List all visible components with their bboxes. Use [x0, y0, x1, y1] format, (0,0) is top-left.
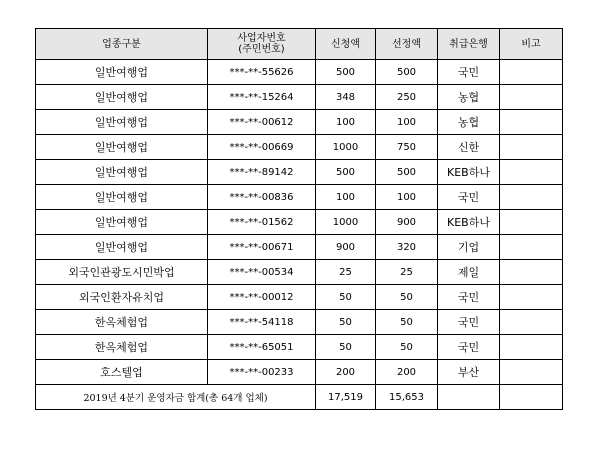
cell-bank: 농협	[438, 85, 500, 110]
cell-selected-amount: 200	[376, 360, 438, 385]
cell-business-type: 외국인관광도시민박업	[36, 260, 208, 285]
table-row	[36, 60, 563, 85]
cell-business-number: ***-**-65051	[208, 335, 316, 360]
header-applied-amount: 신청액	[316, 29, 376, 60]
cell-business-number: ***-**-00012	[208, 285, 316, 310]
cell-bank: KEB하나	[438, 160, 500, 185]
cell-note	[500, 185, 563, 210]
cell-bank: 부산	[438, 360, 500, 385]
table-body	[36, 60, 563, 385]
cell-selected-amount: 50	[376, 335, 438, 360]
cell-bank: 제일	[438, 260, 500, 285]
cell-note	[500, 335, 563, 360]
header-bank: 취급은행	[438, 29, 500, 60]
cell-business-number: ***-**-00836	[208, 185, 316, 210]
table-row	[36, 285, 563, 310]
table-row	[36, 260, 563, 285]
fund-table	[35, 28, 563, 410]
cell-selected-amount: 50	[376, 285, 438, 310]
cell-business-type: 외국인환자유치업	[36, 285, 208, 310]
cell-applied-amount: 25	[316, 260, 376, 285]
cell-business-type: 일반여행업	[36, 210, 208, 235]
cell-applied-amount: 1000	[316, 135, 376, 160]
table-row	[36, 235, 563, 260]
cell-bank: 기업	[438, 235, 500, 260]
cell-business-number: ***-**-00612	[208, 110, 316, 135]
cell-applied-amount: 1000	[316, 210, 376, 235]
cell-bank: 국민	[438, 185, 500, 210]
cell-selected-amount: 50	[376, 310, 438, 335]
cell-bank: 국민	[438, 60, 500, 85]
table-row	[36, 135, 563, 160]
table-row	[36, 335, 563, 360]
cell-applied-amount: 50	[316, 335, 376, 360]
cell-selected-amount: 320	[376, 235, 438, 260]
total-note	[500, 385, 563, 410]
cell-note	[500, 210, 563, 235]
cell-business-number: ***-**-00233	[208, 360, 316, 385]
cell-selected-amount: 500	[376, 160, 438, 185]
cell-selected-amount: 100	[376, 110, 438, 135]
cell-business-number: ***-**-54118	[208, 310, 316, 335]
cell-applied-amount: 50	[316, 285, 376, 310]
cell-applied-amount: 500	[316, 160, 376, 185]
cell-applied-amount: 900	[316, 235, 376, 260]
cell-note	[500, 310, 563, 335]
table-row	[36, 85, 563, 110]
cell-business-number: ***-**-00534	[208, 260, 316, 285]
cell-selected-amount: 100	[376, 185, 438, 210]
cell-bank: 국민	[438, 285, 500, 310]
cell-business-number: ***-**-55626	[208, 60, 316, 85]
cell-selected-amount: 250	[376, 85, 438, 110]
cell-note	[500, 135, 563, 160]
cell-business-type: 호스텔업	[36, 360, 208, 385]
cell-business-type: 일반여행업	[36, 110, 208, 135]
cell-bank: KEB하나	[438, 210, 500, 235]
header-selected-amount: 선정액	[376, 29, 438, 60]
cell-business-type: 일반여행업	[36, 160, 208, 185]
header-row	[36, 29, 563, 60]
cell-business-type: 한옥체험업	[36, 335, 208, 360]
table-row	[36, 210, 563, 235]
cell-business-type: 일반여행업	[36, 235, 208, 260]
cell-note	[500, 260, 563, 285]
cell-bank: 국민	[438, 310, 500, 335]
cell-business-number: ***-**-15264	[208, 85, 316, 110]
table-row	[36, 110, 563, 135]
cell-bank: 국민	[438, 335, 500, 360]
cell-selected-amount: 500	[376, 60, 438, 85]
table-row	[36, 310, 563, 335]
total-selected: 15,653	[376, 385, 438, 410]
header-business-number: 사업자번호 (주민번호)	[208, 29, 316, 60]
cell-business-type: 일반여행업	[36, 135, 208, 160]
total-label: 2019년 4분기 운영자금 합계(총 64개 업체)	[36, 385, 316, 410]
total-applied: 17,519	[316, 385, 376, 410]
table-row	[36, 160, 563, 185]
total-bank	[438, 385, 500, 410]
cell-note	[500, 360, 563, 385]
cell-note	[500, 85, 563, 110]
header-note: 비고	[500, 29, 563, 60]
cell-business-type: 일반여행업	[36, 60, 208, 85]
cell-applied-amount: 50	[316, 310, 376, 335]
cell-note	[500, 110, 563, 135]
cell-business-number: ***-**-89142	[208, 160, 316, 185]
cell-applied-amount: 100	[316, 185, 376, 210]
cell-note	[500, 160, 563, 185]
cell-business-number: ***-**-00669	[208, 135, 316, 160]
cell-applied-amount: 100	[316, 110, 376, 135]
cell-selected-amount: 900	[376, 210, 438, 235]
cell-bank: 농협	[438, 110, 500, 135]
cell-note	[500, 60, 563, 85]
cell-note	[500, 285, 563, 310]
cell-applied-amount: 348	[316, 85, 376, 110]
cell-selected-amount: 25	[376, 260, 438, 285]
cell-business-type: 일반여행업	[36, 85, 208, 110]
table-row	[36, 185, 563, 210]
table-row	[36, 360, 563, 385]
cell-business-number: ***-**-01562	[208, 210, 316, 235]
cell-business-number: ***-**-00671	[208, 235, 316, 260]
cell-applied-amount: 200	[316, 360, 376, 385]
cell-business-type: 일반여행업	[36, 185, 208, 210]
cell-selected-amount: 750	[376, 135, 438, 160]
cell-applied-amount: 500	[316, 60, 376, 85]
total-row	[36, 385, 563, 410]
header-business-type: 업종구분	[36, 29, 208, 60]
cell-bank: 신한	[438, 135, 500, 160]
cell-note	[500, 235, 563, 260]
cell-business-type: 한옥체험업	[36, 310, 208, 335]
